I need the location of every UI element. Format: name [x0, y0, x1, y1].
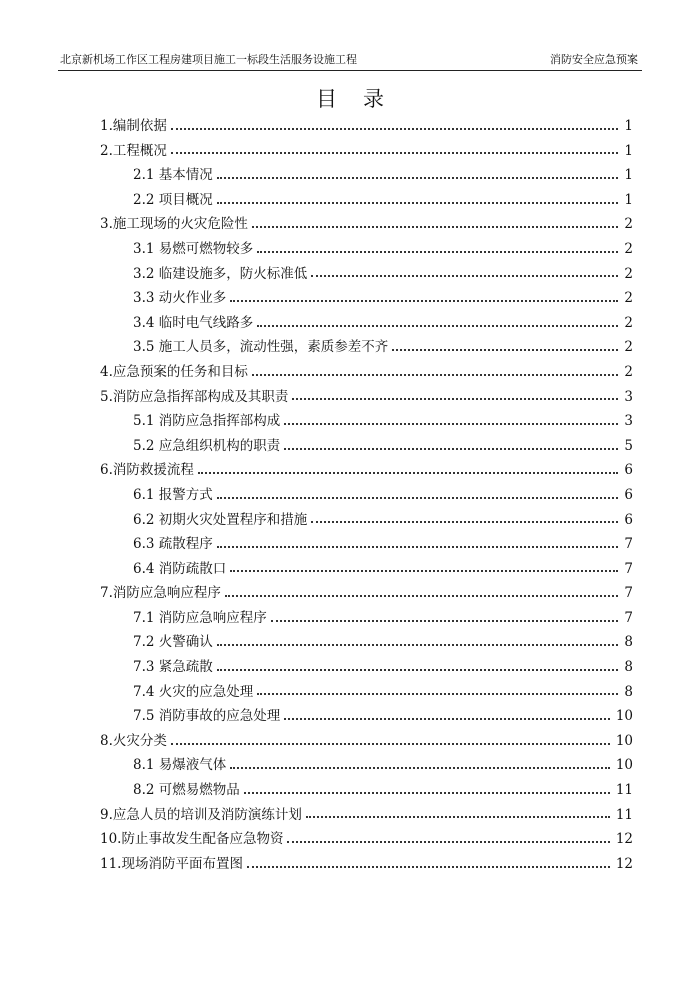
toc-entry-label: 7.4 火灾的应急处理	[133, 683, 254, 700]
toc-entry-label: 7.3 紧急疏散	[133, 659, 213, 676]
toc-entry-label: 7.消防应急响应程序	[100, 585, 221, 602]
toc-entry-page-number: 2	[624, 265, 633, 282]
toc-entry[interactable]	[100, 434, 633, 459]
toc-entry-label: 3.2 临建设施多，防火标准低	[133, 265, 308, 282]
toc-entry[interactable]	[100, 606, 633, 631]
toc-entry-label: 8.火灾分类	[100, 732, 167, 749]
toc-entry-page-number: 6	[624, 462, 633, 479]
toc-entry[interactable]	[100, 508, 633, 533]
dot-leader	[171, 127, 619, 130]
header-document-name: 消防安全应急预案	[550, 53, 638, 66]
page-header	[58, 50, 642, 71]
dot-leader	[230, 766, 610, 769]
toc-entry[interactable]	[100, 139, 633, 164]
dot-leader	[311, 520, 618, 523]
toc-entry-page-number: 3	[624, 388, 633, 405]
toc-entry-label: 6.1 报警方式	[133, 486, 213, 503]
toc-entry-page-number: 2	[624, 290, 633, 307]
toc-entry[interactable]	[100, 827, 633, 852]
toc-entry-page-number: 2	[624, 314, 633, 331]
toc-entry[interactable]	[100, 704, 633, 729]
toc-entry[interactable]	[100, 458, 633, 483]
toc-entry[interactable]	[100, 581, 633, 606]
toc-entry-label: 6.4 消防疏散口	[133, 560, 227, 577]
dot-leader	[198, 471, 619, 474]
dot-leader	[171, 151, 619, 154]
toc-entry-page-number: 2	[624, 240, 633, 257]
dot-leader	[284, 447, 618, 450]
toc-entry-page-number: 7	[624, 609, 633, 626]
toc-entry-page-number: 11	[615, 806, 633, 823]
toc-entry-label: 5.消防应急指挥部构成及其职责	[100, 388, 289, 405]
dot-leader	[257, 250, 618, 253]
dot-leader	[217, 201, 619, 204]
dot-leader	[230, 569, 618, 572]
toc-entry-label: 11.现场消防平面布置图	[100, 855, 243, 872]
dot-leader	[306, 815, 610, 818]
dot-leader	[271, 619, 619, 622]
toc-entry-page-number: 11	[615, 782, 633, 799]
toc-entry-label: 7.5 消防事故的应急处理	[133, 708, 281, 725]
toc-entry-label: 2.1 基本情况	[133, 167, 213, 184]
dot-leader	[252, 225, 619, 228]
toc-entry[interactable]	[100, 409, 633, 434]
toc-entry-page-number: 2	[624, 339, 633, 356]
toc-entry-page-number: 1	[624, 142, 633, 159]
toc-entry-page-number: 7	[624, 536, 633, 553]
toc-entry-label: 5.2 应急组织机构的职责	[133, 437, 281, 454]
page-title: 目录	[316, 87, 410, 111]
toc-entry[interactable]	[100, 557, 633, 582]
dot-leader	[217, 496, 619, 499]
toc-entry-page-number: 1	[624, 167, 633, 184]
dot-leader	[247, 865, 610, 868]
table-of-contents	[100, 114, 633, 876]
toc-entry-label: 5.1 消防应急指挥部构成	[133, 413, 281, 430]
toc-entry[interactable]	[100, 729, 633, 754]
toc-entry-page-number: 1	[624, 118, 633, 134]
toc-entry-page-number: 10	[615, 732, 633, 749]
toc-entry-label: 6.2 初期火灾处置程序和措施	[133, 511, 308, 528]
toc-entry-label: 6.消防救援流程	[100, 462, 194, 479]
toc-entry-page-number: 8	[624, 683, 633, 700]
dot-leader	[217, 176, 619, 179]
toc-entry[interactable]	[100, 385, 633, 410]
dot-leader	[284, 422, 618, 425]
toc-entry-page-number: 1	[624, 191, 633, 208]
toc-entry-page-number: 12	[615, 831, 633, 848]
toc-entry[interactable]	[100, 532, 633, 557]
toc-entry[interactable]	[100, 286, 633, 311]
toc-entry-page-number: 6	[624, 486, 633, 503]
toc-entry-label: 3.1 易燃可燃物较多	[133, 240, 254, 257]
dot-leader	[311, 274, 618, 277]
toc-entry-label: 3.3 动火作业多	[133, 290, 227, 307]
toc-entry[interactable]	[100, 852, 633, 877]
toc-entry[interactable]	[100, 188, 633, 213]
toc-entry-label: 10.防止事故发生配备应急物资	[100, 831, 284, 848]
toc-entry-page-number: 10	[615, 708, 633, 725]
toc-entry-label: 8.2 可燃易燃物品	[133, 782, 240, 799]
toc-entry-page-number: 6	[624, 511, 633, 528]
dot-leader	[230, 299, 618, 302]
toc-entry-page-number: 8	[624, 659, 633, 676]
toc-entry[interactable]	[100, 237, 633, 262]
toc-entry-label: 4.应急预案的任务和目标	[100, 363, 248, 380]
toc-entry[interactable]	[100, 483, 633, 508]
toc-entry[interactable]	[100, 360, 633, 385]
toc-entry-label: 7.2 火警确认	[133, 634, 213, 651]
dot-leader	[284, 717, 610, 720]
toc-entry-label: 3.施工现场的火灾危险性	[100, 216, 248, 233]
dot-leader	[217, 545, 619, 548]
toc-entry[interactable]	[100, 680, 633, 705]
dot-leader	[252, 373, 619, 376]
toc-entry-label: 9.应急人员的培训及消防演练计划	[100, 806, 302, 823]
toc-entry-page-number: 12	[615, 855, 633, 872]
toc-entry[interactable]	[100, 335, 633, 360]
toc-entry-page-number: 2	[624, 216, 633, 233]
toc-entry[interactable]	[100, 163, 633, 188]
toc-entry[interactable]	[100, 311, 633, 336]
toc-entry[interactable]	[100, 630, 633, 655]
toc-entry-label: 1.编制依据	[100, 118, 167, 134]
dot-leader	[287, 840, 609, 843]
dot-leader	[217, 643, 619, 646]
toc-entry-label: 6.3 疏散程序	[133, 536, 213, 553]
dot-leader	[225, 594, 619, 597]
toc-entry[interactable]	[100, 262, 633, 287]
toc-entry[interactable]	[100, 753, 633, 778]
toc-entry[interactable]	[100, 778, 633, 803]
toc-entry[interactable]	[100, 803, 633, 828]
dot-leader	[292, 397, 618, 400]
toc-entry-page-number: 7	[624, 585, 633, 602]
dot-leader	[244, 791, 610, 794]
toc-entry[interactable]	[100, 114, 633, 139]
toc-entry-page-number: 10	[615, 757, 633, 774]
toc-entry-page-number: 7	[624, 560, 633, 577]
dot-leader	[392, 348, 618, 351]
toc-entry-label: 3.4 临时电气线路多	[133, 314, 254, 331]
header-project-name: 北京新机场工作区工程房建项目施工一标段生活服务设施工程	[60, 53, 357, 66]
toc-entry-label: 3.5 施工人员多，流动性强，素质参差不齐	[133, 339, 389, 356]
dot-leader	[257, 692, 618, 695]
toc-entry-label: 7.1 消防应急响应程序	[133, 609, 267, 626]
dot-leader	[171, 742, 610, 745]
toc-entry-page-number: 2	[624, 363, 633, 380]
toc-entry[interactable]	[100, 655, 633, 680]
dot-leader	[257, 324, 618, 327]
dot-leader	[217, 668, 619, 671]
toc-entry[interactable]	[100, 212, 633, 237]
toc-entry-page-number: 5	[624, 437, 633, 454]
toc-entry-label: 8.1 易爆液气体	[133, 757, 227, 774]
toc-entry-label: 2.工程概况	[100, 142, 167, 159]
toc-entry-label: 2.2 项目概况	[133, 191, 213, 208]
toc-entry-page-number: 3	[624, 413, 633, 430]
toc-entry-page-number: 8	[624, 634, 633, 651]
